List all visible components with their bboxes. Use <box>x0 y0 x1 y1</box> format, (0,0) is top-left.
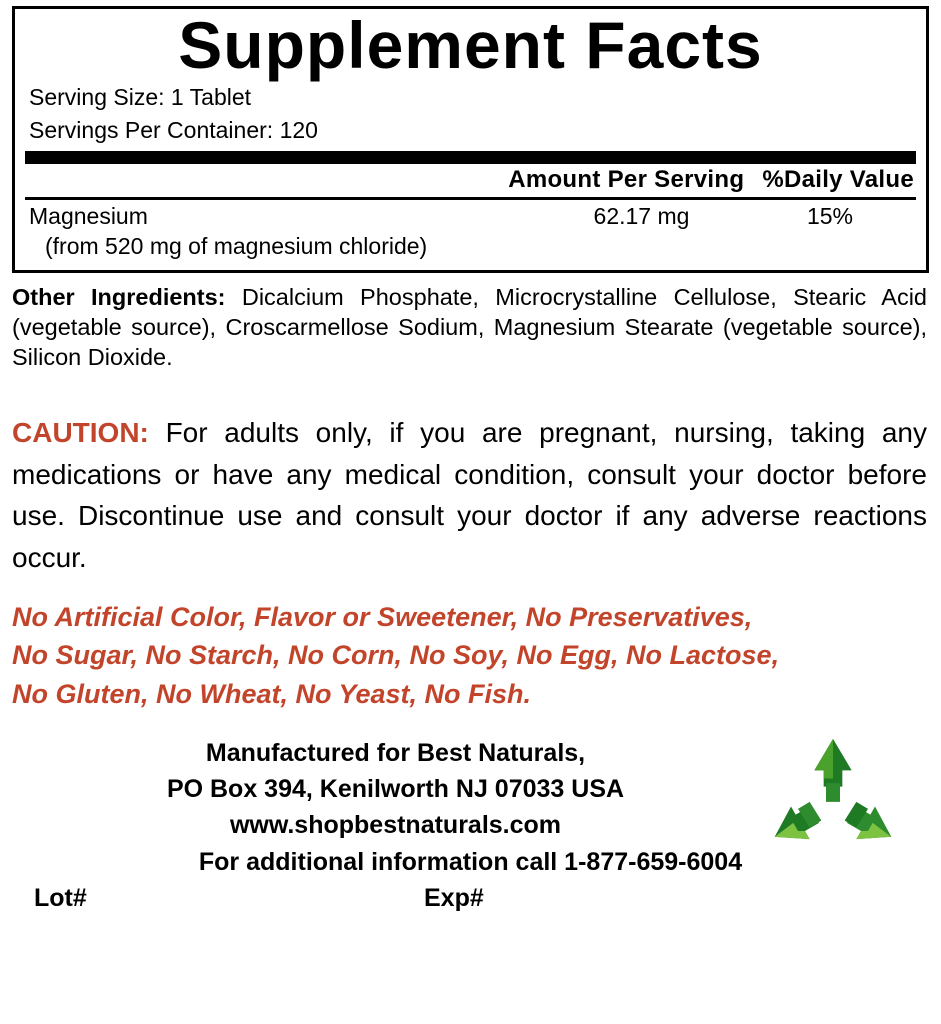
footer <box>10 735 931 915</box>
lot-exp-row <box>10 884 931 913</box>
table-row <box>15 200 926 230</box>
caution-label: CAUTION: <box>12 417 149 449</box>
other-ingredients-text: Dicalcium Phosphate, Microcrystalline Cellulose, Stearic Acid (vegetable source), Croscarmellose Sodium, Magnesium Stearate (vegetable source), Silicon Dioxide. <box>12 284 928 371</box>
free-from-claims <box>12 598 927 713</box>
serving-size: Serving Size: 1 Tablet <box>29 84 252 111</box>
phone-line: For additional information call 1-877-659-6004 <box>198 847 743 876</box>
website[interactable]: www.shopbestnaturals.com <box>229 811 562 840</box>
nutrient-amount: 62.17 mg <box>593 203 690 230</box>
recycle-icon <box>763 731 903 861</box>
column-header-daily-value: %Daily Value <box>762 166 914 194</box>
nutrient-source-note: (from 520 mg of magnesium chloride) <box>45 233 428 260</box>
supplement-facts-title: Supplement Facts <box>178 8 763 82</box>
caution-text: For adults only, if you are pregnant, nursing, taking any medications or have any medical condition, consult your doctor before use. Discontinue use and consult your doctor if any adverse reactions occur. <box>12 417 927 573</box>
panel-column-headers <box>15 164 926 197</box>
exp-label: Exp# <box>424 883 484 912</box>
other-ingredients <box>12 282 927 372</box>
supplement-facts-panel <box>12 6 929 273</box>
panel-thick-rule <box>25 151 916 164</box>
manufacturer-line: Manufactured for Best Naturals, <box>205 738 586 767</box>
nutrient-name: Magnesium <box>29 203 148 230</box>
column-header-amount: Amount Per Serving <box>508 166 745 194</box>
other-ingredients-label: Other Ingredients: <box>12 284 226 311</box>
claims-line-2: No Sugar, No Starch, No Corn, No Soy, No Egg, No Lactose, <box>12 640 780 671</box>
servings-per-container: Servings Per Container: 120 <box>29 116 318 143</box>
manufacturer-address: PO Box 394, Kenilworth NJ 07033 USA <box>166 775 625 804</box>
nutrient-daily-value: 15% <box>806 203 854 230</box>
lot-label: Lot# <box>34 883 87 912</box>
caution-statement <box>12 412 927 578</box>
claims-line-1: No Artificial Color, Flavor or Sweetener, No Preservatives, <box>12 602 753 632</box>
claims-line-3: No Gluten, No Wheat, No Yeast, No Fish. <box>12 678 532 709</box>
